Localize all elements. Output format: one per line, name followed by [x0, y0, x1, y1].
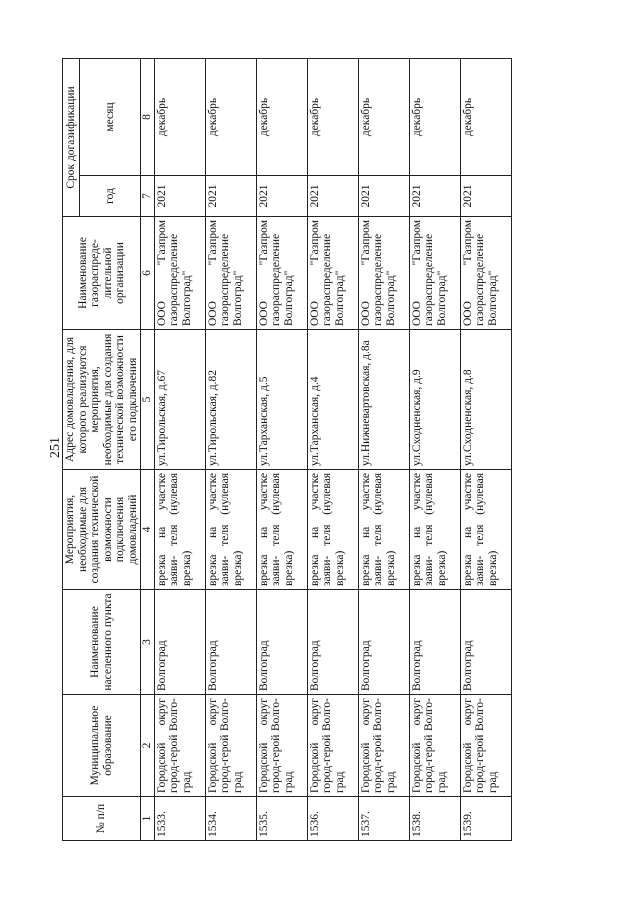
month-cell: декабрь [154, 59, 205, 176]
row-number: 1534. [205, 797, 256, 841]
measure-cell: врезка на участке заяви- теля (нулевая врезка) [256, 470, 307, 590]
page-number [48, 437, 63, 461]
measure-cell: врезка на участке заяви- теля (нулевая врезка) [154, 470, 205, 590]
organization-cell: ООО "Газпром газораспределение Волгоград" [256, 217, 307, 330]
municipality-cell: Городской округ город-герой Волго- град [358, 695, 409, 797]
address-cell: ул.Сходненская, д.8 [460, 330, 511, 470]
month-cell: декабрь [409, 59, 460, 176]
table-header [63, 59, 155, 841]
header-locality: Наименование населенного пункта [63, 590, 141, 695]
locality-cell: Волгоград [154, 590, 205, 695]
header-municipality: Муниципальное образование [63, 695, 141, 797]
column-number: 2 [141, 695, 155, 797]
header-deadline: Срок догазификации [63, 59, 80, 217]
column-number: 6 [141, 217, 155, 330]
month-cell: декабрь [307, 59, 358, 176]
locality-cell: Волгоград [205, 590, 256, 695]
year-cell: 2021 [154, 176, 205, 217]
measure-cell: врезка на участке заяви- теля (нулевая врезка) [307, 470, 358, 590]
address-cell: ул.Тарханская, д.4 [307, 330, 358, 470]
year-cell: 2021 [205, 176, 256, 217]
month-cell: декабрь [460, 59, 511, 176]
column-numbers-row [141, 59, 155, 841]
header-number: № п/п [63, 797, 141, 841]
year-cell: 2021 [460, 176, 511, 217]
locality-cell: Волгоград [409, 590, 460, 695]
organization-cell: ООО "Газпром газораспределение Волгоград" [154, 217, 205, 330]
year-cell: 2021 [358, 176, 409, 217]
header-year: год [80, 176, 141, 217]
header-measures: Мероприятия, необходимые для создания технической возможности подключения домовладений [63, 470, 141, 590]
table-row [358, 59, 409, 841]
gasification-table [62, 58, 512, 841]
address-cell: ул.Тирольская, д.67 [154, 330, 205, 470]
locality-cell: Волгоград [256, 590, 307, 695]
header-organization: Наименование газораспреде- лительной организации [63, 217, 141, 330]
organization-cell: ООО "Газпром газораспределение Волгоград" [205, 217, 256, 330]
year-cell: 2021 [409, 176, 460, 217]
locality-cell: Волгоград [358, 590, 409, 695]
measure-cell: врезка на участке заяви- теля (нулевая врезка) [460, 470, 511, 590]
table-body [154, 59, 511, 841]
table-row [307, 59, 358, 841]
measure-cell: врезка на участке заяви- теля (нулевая врезка) [358, 470, 409, 590]
month-cell: декабрь [205, 59, 256, 176]
organization-cell: ООО "Газпром газораспределение Волгоград" [307, 217, 358, 330]
header-month: месяц [80, 59, 141, 176]
municipality-cell: Городской округ город-герой Волго- град [409, 695, 460, 797]
column-number: 7 [141, 176, 155, 217]
month-cell: декабрь [358, 59, 409, 176]
table-row [256, 59, 307, 841]
column-number: 3 [141, 590, 155, 695]
row-number: 1539. [460, 797, 511, 841]
municipality-cell: Городской округ город-герой Волго- град [154, 695, 205, 797]
column-number: 4 [141, 470, 155, 590]
municipality-cell: Городской округ город-герой Волго- град [307, 695, 358, 797]
locality-cell: Волгоград [460, 590, 511, 695]
row-number: 1535. [256, 797, 307, 841]
table-row [154, 59, 205, 841]
table-row [409, 59, 460, 841]
address-cell: ул.Сходненская, д.9 [409, 330, 460, 470]
row-number: 1538. [409, 797, 460, 841]
address-cell: ул.Тарханская, д.5 [256, 330, 307, 470]
measure-cell: врезка на участке заяви- теля (нулевая врезка) [205, 470, 256, 590]
column-number: 5 [141, 330, 155, 470]
row-number: 1536. [307, 797, 358, 841]
month-cell: декабрь [256, 59, 307, 176]
row-number: 1533. [154, 797, 205, 841]
address-cell: ул.Тирольская, д.82 [205, 330, 256, 470]
organization-cell: ООО "Газпром газораспределение Волгоград" [409, 217, 460, 330]
rotated-table-wrapper [62, 59, 583, 841]
address-cell: ул.Нижневартовская, д.8а [358, 330, 409, 470]
year-cell: 2021 [307, 176, 358, 217]
column-number: 8 [141, 59, 155, 176]
municipality-cell: Городской округ город-герой Волго- град [205, 695, 256, 797]
table-row [460, 59, 511, 841]
municipality-cell: Городской округ город-герой Волго- град [460, 695, 511, 797]
measure-cell: врезка на участке заяви- теля (нулевая врезка) [409, 470, 460, 590]
municipality-cell: Городской округ город-герой Волго- град [256, 695, 307, 797]
row-number: 1537. [358, 797, 409, 841]
locality-cell: Волгоград [307, 590, 358, 695]
page-number-text: 251 [48, 437, 63, 458]
organization-cell: ООО "Газпром газораспределение Волгоград" [460, 217, 511, 330]
year-cell: 2021 [256, 176, 307, 217]
organization-cell: ООО "Газпром газораспределение Волгоград" [358, 217, 409, 330]
table-row [205, 59, 256, 841]
column-number: 1 [141, 797, 155, 841]
header-address: Адрес домовладения, для которого реализуются мероприятия, необходимые для создания технической возможности его подключения [63, 330, 141, 470]
